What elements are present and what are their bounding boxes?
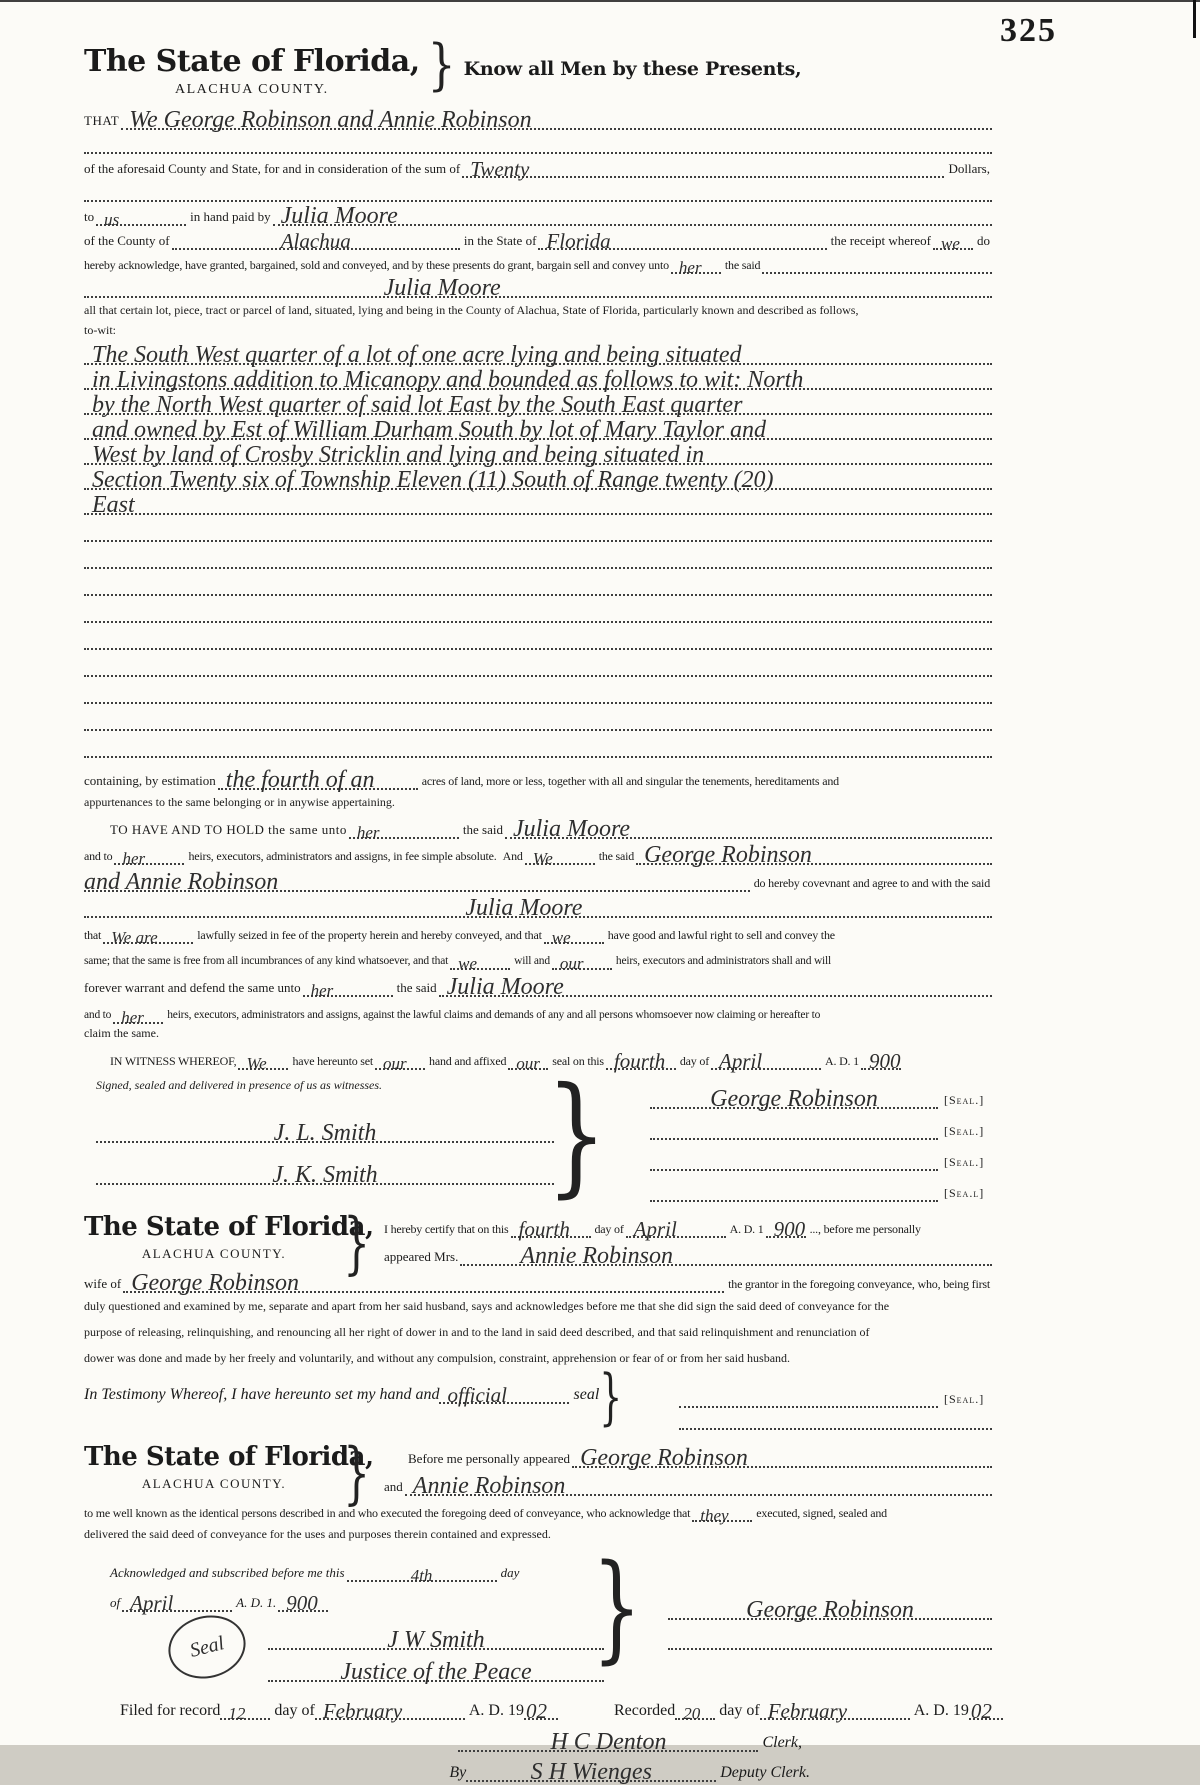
handwritten-description: by the North West quarter of said lot East by the South East quarter	[92, 392, 743, 418]
printed-label: of the aforesaid County and State, for and in consideration of the sum of	[84, 160, 461, 176]
signature-block	[84, 1078, 992, 1202]
grantor-signature-column	[604, 1554, 992, 1682]
dotted-fill	[626, 1210, 726, 1241]
brace-decoration	[546, 1070, 607, 1200]
seal-line	[650, 1140, 992, 1171]
dotted-fill	[458, 1720, 758, 1755]
grantor-signature-line	[668, 1576, 992, 1623]
clerk-line	[84, 1720, 992, 1755]
blank-dotted-line	[84, 178, 992, 202]
handwritten-day: fourth	[613, 1049, 666, 1073]
deputy-clerk-line	[84, 1752, 992, 1785]
printed-label: Deputy Clerk.	[720, 1764, 810, 1781]
handwritten-we: we	[458, 954, 477, 973]
printed-label: And	[502, 848, 523, 863]
printed-label: do	[977, 232, 990, 248]
seal-label: [Sea.l]	[944, 1186, 985, 1200]
in-witness-line	[84, 1044, 992, 1073]
handwritten-they: they	[700, 1506, 729, 1525]
witness-signature-line	[96, 1101, 554, 1146]
dotted-fill	[969, 1692, 1003, 1723]
printed-label: the grantor in the foregoing conveyance, who, being first	[728, 1276, 990, 1291]
printed-label: heirs, executors and administrators shall and will	[615, 955, 832, 968]
have-hold-line	[84, 812, 992, 842]
seal-label: [Seal.]	[944, 1093, 985, 1107]
document-header	[84, 44, 992, 102]
handwritten-our: our	[559, 954, 584, 973]
dotted-fill	[675, 1692, 715, 1723]
description-line	[84, 465, 992, 493]
dower-paragraph: dower was done and made by her freely and voluntarily, and without any compulsion, constraint, apprehension or fear of or from her said husband.	[84, 1351, 791, 1365]
handwritten-year: 02	[525, 1699, 547, 1723]
dotted-fill	[466, 1752, 716, 1785]
dotted-fill	[218, 764, 418, 793]
subscribed-block	[84, 1554, 992, 1685]
state-title: The State of Florida,	[84, 1442, 374, 1472]
seal-label: [Seal.]	[944, 1155, 985, 1169]
presents-motto: Know all Men by these Presents,	[463, 58, 802, 80]
dotted-fill	[273, 202, 992, 229]
dotted-fill	[524, 1692, 558, 1723]
dotted-fill	[933, 226, 973, 253]
handwritten-name: George Robinson	[580, 1445, 748, 1471]
printed-label: day of	[274, 1702, 315, 1719]
handwritten-description: Section Twenty six of Township Eleven (11) South of Range twenty (20)	[92, 467, 774, 493]
handwritten-acreage: the fourth of an	[225, 767, 375, 793]
printed-label: hereby acknowledge, have granted, bargained, sold and conveyed, and by these presents do grant, bargain sell and convey unto	[84, 257, 669, 272]
handwritten-grantee: Julia Moore	[446, 974, 564, 1000]
description-line	[84, 490, 992, 518]
handwritten-to: us	[104, 210, 120, 229]
printed-label: By	[449, 1764, 467, 1781]
ack-title-block	[84, 1440, 384, 1496]
printed-label: the said	[598, 848, 635, 863]
dotted-fill	[315, 1692, 465, 1723]
blank-dotted-line	[84, 677, 992, 704]
handwritten-unto: her	[678, 258, 702, 277]
printed-label: Clerk,	[762, 1734, 802, 1751]
dotted-fill	[405, 1468, 992, 1499]
printed-label: TO HAVE AND TO HOLD the same unto	[110, 821, 347, 837]
grant-line	[84, 250, 992, 277]
dotted-fill	[349, 812, 459, 842]
justice-signature: J W Smith	[387, 1627, 485, 1653]
grantor-signature: George Robinson	[746, 1597, 914, 1623]
seal-stamp-text: Seal	[187, 1631, 227, 1662]
before-line	[384, 1440, 992, 1471]
handwritten-year: 02	[970, 1699, 992, 1723]
handwritten-description: West by land of Crosby Stricklin and lying and being situated in	[92, 442, 705, 468]
printed-label: ..., before me personally	[809, 1221, 921, 1236]
dotted-fill	[238, 1044, 288, 1073]
blank-dotted-line	[84, 130, 992, 154]
printed-label: day of	[679, 1053, 709, 1068]
seal-line	[650, 1109, 992, 1140]
ack-body	[384, 1210, 992, 1269]
witnesses-column	[84, 1078, 554, 1202]
ack-body	[384, 1440, 992, 1499]
scan-artifact-right	[1193, 0, 1196, 38]
handwritten-description: and owned by Est of William Durham South by lot of Mary Taylor and	[92, 417, 767, 443]
seal-line	[679, 1377, 992, 1408]
appurtenances-line: appurtenances to the same belonging or in anywise appertaining.	[84, 795, 395, 809]
dotted-fill	[84, 865, 750, 895]
handwritten-our: our	[383, 1054, 407, 1073]
dotted-fill	[347, 1554, 497, 1585]
printed-label: will and	[514, 955, 550, 968]
handwritten-name: George Robinson	[131, 1270, 299, 1296]
handwritten-day: 12	[228, 1704, 246, 1723]
grantors-line	[84, 106, 992, 133]
dotted-fill	[606, 1044, 676, 1073]
printed-label: to	[84, 208, 95, 224]
brace-decoration	[599, 1368, 622, 1429]
printed-label: and to	[84, 1009, 112, 1022]
of-month-line	[110, 1582, 604, 1615]
dotted-fill	[96, 202, 186, 229]
printed-label: same; that the same is free from all incumbrances of any kind whatsoever, and that	[84, 955, 449, 968]
handwritten-receipt: we	[941, 234, 960, 253]
blank-dotted-line	[84, 731, 992, 758]
justice-column	[268, 1618, 604, 1685]
clerk-signature: H C Denton	[550, 1729, 667, 1755]
dotted-fill	[650, 1078, 938, 1112]
handwritten-unto: her	[356, 823, 380, 842]
dotted-fill	[711, 1044, 821, 1073]
incumbrances-line	[84, 944, 992, 973]
paid-by-line	[84, 202, 992, 229]
description-line	[84, 440, 992, 468]
dotted-fill	[552, 944, 612, 973]
document-content	[84, 44, 992, 1785]
printed-label: Acknowledged and subscribed before me this	[110, 1564, 345, 1580]
dotted-fill	[220, 1692, 270, 1723]
dotted-fill	[84, 892, 992, 921]
handwritten-month: April	[633, 1217, 677, 1241]
dotted-fill	[114, 839, 184, 868]
dotted-fill	[760, 1692, 910, 1723]
printed-label: hand and affixed	[429, 1053, 507, 1068]
handwritten-month: February	[767, 1699, 848, 1723]
dotted-fill	[650, 1171, 938, 1202]
certify-line	[384, 1210, 992, 1241]
printed-label: I hereby certify that on this	[384, 1221, 509, 1236]
blank-dotted-line	[84, 569, 992, 596]
printed-label: THAT	[84, 112, 120, 128]
handwritten-her: her	[121, 1008, 144, 1027]
printed-label: the receipt whereof	[830, 232, 931, 248]
appeared-line	[384, 1238, 992, 1269]
parcel-paragraph: all that certain lot, piece, tract or parcel of land, situated, lying and being in the County of Alachua, State of Florida, particularly known and described as follows,	[84, 303, 859, 317]
handwritten-we: We	[532, 849, 553, 868]
claims-end: claim the same.	[84, 1026, 159, 1040]
printed-label: A. D. 19	[468, 1702, 524, 1719]
handwritten-her: her	[122, 849, 146, 868]
printed-label: executed, signed, sealed and	[756, 1505, 887, 1520]
printed-label: of the County of	[84, 232, 170, 248]
printed-label: In Testimony Whereof, I have hereunto set my hand and	[84, 1386, 440, 1403]
handwritten-day: 4th	[410, 1566, 433, 1585]
dotted-fill	[505, 812, 992, 842]
handwritten-grantee: Julia Moore	[512, 816, 631, 842]
dotted-fill	[650, 1140, 938, 1171]
grantor-signature: George Robinson	[710, 1086, 878, 1112]
county-subtitle: ALACHUA COUNTY.	[141, 1246, 287, 1261]
testimony-line	[84, 1377, 639, 1407]
dotted-fill	[123, 1266, 724, 1296]
handwritten-state: Florida	[546, 229, 611, 253]
dotted-fill	[572, 1440, 992, 1471]
ack-title-block	[84, 1210, 384, 1266]
handwritten-day: 20	[683, 1704, 701, 1723]
blank-dotted-line	[84, 704, 992, 731]
claims-line	[84, 997, 992, 1027]
acknowledgment-1	[84, 1210, 992, 1269]
dotted-fill	[121, 106, 992, 133]
printed-label: seal	[573, 1386, 600, 1403]
blank-dotted-line	[84, 596, 992, 623]
dotted-fill	[762, 250, 992, 274]
dower-paragraph: duly questioned and examined by me, separate and apart from her said husband, says and acknowledges before me that she did sign the said deed of conveyance for the	[84, 1299, 890, 1313]
state-title: The State of Florida,	[84, 1212, 374, 1242]
printed-label: in the State of	[463, 232, 537, 248]
notary-seal-column	[639, 1377, 992, 1430]
justice-signature-area	[110, 1616, 604, 1685]
county-state-line	[84, 226, 992, 253]
dotted-fill	[671, 250, 721, 277]
dotted-fill	[650, 1109, 938, 1140]
handwritten-day: fourth	[518, 1217, 570, 1241]
handwritten-grantors: We George Robinson and Annie Robinson	[129, 107, 532, 133]
subscribed-column	[84, 1554, 604, 1685]
handwritten-official: official	[447, 1383, 507, 1407]
testimony-block	[84, 1377, 992, 1430]
printed-label: have good and lawful right to sell and convey the	[607, 927, 835, 942]
towit-label: to-wit:	[84, 323, 116, 337]
subscribed-line	[110, 1554, 604, 1585]
description-line	[84, 390, 992, 418]
printed-label: in hand paid by	[190, 208, 271, 224]
handwritten-our: our	[516, 1054, 540, 1073]
printed-label: and to	[84, 848, 113, 863]
printed-label: that	[84, 927, 102, 942]
dotted-fill	[544, 918, 604, 947]
witness-signature: J. K. Smith	[272, 1162, 378, 1188]
printed-label: and	[384, 1478, 403, 1494]
scan-artifact-top	[0, 0, 1200, 2]
handwritten-grantee: Julia Moore	[465, 895, 583, 921]
handwritten-month: February	[322, 1699, 403, 1723]
printed-label: Recorded	[613, 1702, 676, 1719]
dotted-fill	[460, 1238, 992, 1269]
seal-line	[650, 1171, 992, 1202]
handwritten-description: in Livingstons addition to Micanopy and bounded as follows to wit: North	[92, 367, 804, 393]
justice-title-line	[268, 1650, 604, 1685]
justice-title: Justice of the Peace	[340, 1659, 532, 1685]
grantee-line	[84, 274, 992, 301]
dotted-fill	[172, 226, 460, 253]
consideration-line	[84, 154, 992, 181]
printed-label: acres of land, more or less, together with all and singular the tenements, hereditaments and	[421, 773, 839, 788]
dotted-fill	[692, 1496, 752, 1525]
handwritten-name: Annie Robinson	[520, 1243, 674, 1269]
dower-paragraph: purpose of releasing, relinquishing, and renouncing all her right of dower in and to the land in said deed described, and that said relinquishment and renunciation of	[84, 1325, 870, 1339]
dotted-fill	[439, 1377, 569, 1407]
and-name-line	[384, 1468, 992, 1499]
justice-signature-line	[268, 1618, 604, 1653]
printed-label: lawfully seized in fee of the property herein and hereby conveyed, and that	[197, 927, 542, 942]
printed-label: forever warrant and defend the same unto	[84, 979, 301, 995]
known-line	[84, 1496, 992, 1525]
dotted-fill	[766, 1210, 806, 1241]
blank-dotted-line	[668, 1620, 992, 1650]
dotted-fill	[861, 1044, 901, 1073]
handwritten-year: 900	[868, 1049, 901, 1073]
dotted-fill	[462, 154, 944, 181]
seal-stamp	[162, 1607, 253, 1686]
handwritten-name: Annie Robinson	[412, 1473, 566, 1499]
handwritten-grantor-name: and Annie Robinson	[84, 869, 279, 895]
printed-label: containing, by estimation	[84, 772, 216, 788]
dotted-fill	[375, 1044, 425, 1073]
handwritten-year: 900	[286, 1591, 318, 1615]
dotted-fill	[538, 226, 826, 253]
printed-label: of	[110, 1594, 121, 1610]
handwritten-county: Alachua	[280, 229, 351, 253]
county-subtitle: ALACHUA COUNTY.	[141, 1476, 287, 1491]
printed-label: A. D. 19	[913, 1702, 969, 1719]
handwritten-description: The South West quarter of a lot of one acre lying and being situated	[92, 342, 742, 368]
dotted-fill	[113, 997, 163, 1027]
printed-label: IN WITNESS WHEREOF,	[110, 1053, 237, 1068]
dotted-fill	[278, 1582, 328, 1615]
brace-decoration	[428, 39, 456, 94]
seal-label: [Seal.]	[944, 1392, 985, 1406]
covenant-line	[84, 865, 992, 895]
brace-decoration	[343, 1440, 370, 1507]
description-line	[84, 340, 992, 368]
printed-label: seal on this	[552, 1053, 604, 1068]
handwritten-grantee: Julia Moore	[383, 275, 501, 301]
heirs-line	[84, 839, 992, 868]
seal-line	[650, 1078, 992, 1112]
printed-label: the said	[462, 821, 503, 837]
deputy-signature: S H Wienges	[530, 1759, 652, 1785]
header-title-block	[84, 44, 420, 98]
page-number: 325	[1000, 12, 1057, 49]
handwritten-we: We	[246, 1054, 267, 1073]
printed-label: wife of	[84, 1275, 122, 1291]
handwritten-amount: Twenty	[470, 157, 530, 181]
witness-signature: J. L. Smith	[273, 1120, 377, 1146]
printed-label: day of	[719, 1702, 760, 1719]
printed-label: day of	[594, 1221, 624, 1236]
dotted-fill	[511, 1210, 591, 1241]
wife-line	[84, 1266, 992, 1296]
printed-label: day	[500, 1564, 520, 1580]
printed-label: Filed for record	[120, 1702, 221, 1719]
handwritten-year: 900	[773, 1217, 806, 1241]
description-line	[84, 365, 992, 393]
seized-line	[84, 918, 992, 947]
dotted-fill	[84, 274, 992, 301]
witness-signature-line	[96, 1143, 554, 1188]
printed-label: do hereby covevnant and agree to and with the said	[753, 875, 990, 890]
dotted-fill	[508, 1044, 548, 1073]
dotted-fill	[450, 944, 510, 973]
seal-label: [Seal.]	[944, 1124, 985, 1138]
dotted-fill	[122, 1582, 232, 1615]
covenantee-line	[84, 892, 992, 921]
handwritten-her: her	[310, 981, 334, 1000]
presence-line: Signed, sealed and delivered in presence of us as witnesses.	[96, 1078, 383, 1092]
seals-column	[554, 1078, 992, 1202]
printed-label: Before me personally appeared	[408, 1450, 571, 1466]
warrant-line	[84, 970, 992, 1000]
handwritten-payer: Julia Moore	[280, 203, 398, 229]
handwritten-we-are: We are	[111, 928, 158, 947]
containing-line	[84, 764, 992, 793]
handwritten-we: we	[551, 928, 571, 947]
printed-label: heirs, executors, administrators and assigns, in fee simple absolute.	[188, 848, 497, 863]
blank-dotted-line	[84, 515, 992, 542]
acknowledgment-2	[84, 1440, 992, 1499]
printed-label: appeared Mrs.	[384, 1248, 459, 1264]
printed-label: Dollars,	[948, 160, 990, 176]
dotted-fill	[679, 1377, 938, 1408]
dotted-fill	[525, 839, 595, 868]
handwritten-description: East	[92, 492, 135, 518]
dotted-fill	[439, 970, 992, 1000]
printed-label: to me well known as the identical persons described in and who executed the foregoing deed of conveyance, who acknowledge that	[84, 1505, 691, 1520]
filed-recorded-line	[84, 1692, 992, 1723]
printed-label: the said	[724, 257, 761, 272]
handwritten-month: April	[719, 1049, 763, 1073]
blank-dotted-line	[84, 623, 992, 650]
dotted-fill	[636, 839, 992, 868]
handwritten-month: April	[130, 1591, 174, 1615]
blank-dotted-line	[679, 1408, 992, 1430]
printed-label: the said	[396, 979, 437, 995]
handwritten-grantor-name: George Robinson	[644, 842, 812, 868]
blank-dotted-line	[84, 650, 992, 677]
dotted-fill	[103, 918, 193, 947]
known-line-2: delivered the said deed of conveyance for the uses and purposes therein contained and expressed.	[84, 1527, 551, 1541]
description-line	[84, 415, 992, 443]
dotted-fill	[303, 970, 393, 1000]
printed-label: A. D. 1	[825, 1053, 859, 1068]
state-title: The State of Florida,	[84, 44, 420, 79]
printed-label: A. D. 1.	[236, 1594, 277, 1610]
brace-decoration	[592, 1550, 642, 1667]
printed-label: A. D. 1	[729, 1221, 764, 1236]
county-subtitle: ALACHUA COUNTY.	[174, 82, 329, 97]
blank-dotted-line	[84, 542, 992, 569]
printed-label: have hereunto set	[292, 1053, 374, 1068]
printed-label: heirs, executors, administrators and assigns, against the lawful claims and demands of any and all persons whomsoever now claiming or hereafter to	[167, 1009, 821, 1022]
